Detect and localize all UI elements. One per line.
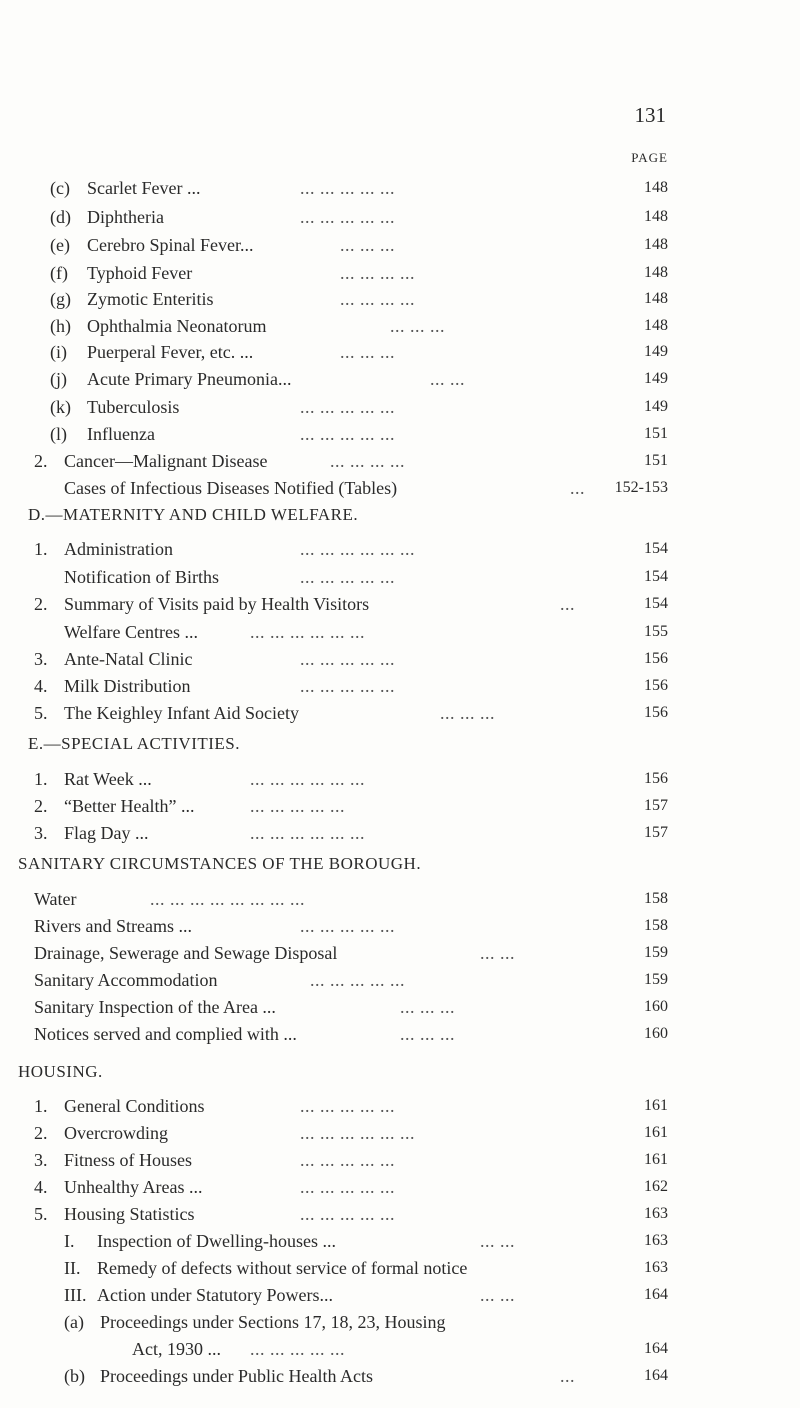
entry-number: 3. <box>34 1150 48 1170</box>
entry-number: 2. <box>34 451 48 471</box>
dot-leader: ... ... ... ... ... <box>300 1096 395 1116</box>
dot-leader: ... ... ... <box>400 1024 455 1044</box>
toc-entry <box>64 1282 668 1308</box>
dot-leader: ... ... ... ... <box>330 451 405 471</box>
dot-leader: ... ... ... ... ... ... <box>250 769 365 789</box>
entry-page: 160 <box>644 1025 668 1042</box>
toc-entry <box>34 1147 668 1173</box>
entry-number: (d) <box>50 207 71 227</box>
entry-title: Typhoid Fever <box>87 263 193 283</box>
entry-page: 163 <box>644 1205 668 1222</box>
toc-entry <box>34 820 668 846</box>
entry-page: 156 <box>644 677 668 694</box>
dot-leader: ... ... ... ... ... ... <box>250 823 365 843</box>
entry-number: 1. <box>34 1096 48 1116</box>
entry-title: Acute Primary Pneumonia... <box>87 369 292 389</box>
toc-entry <box>34 967 668 993</box>
entry-title: Puerperal Fever, etc. ... <box>87 342 254 362</box>
entry-title: Cerebro Spinal Fever... <box>87 235 254 255</box>
toc-entry <box>34 536 668 562</box>
entry-title: Influenza <box>87 424 155 444</box>
entry-number: (f) <box>50 263 68 283</box>
entry-number: I. <box>64 1231 75 1251</box>
entry-page: 155 <box>644 623 668 640</box>
entry-page: 156 <box>644 650 668 667</box>
toc-entry <box>34 1174 668 1200</box>
entry-number: (a) <box>64 1312 84 1332</box>
entry-number: 5. <box>34 1204 48 1224</box>
entry-title: Tuberculosis <box>87 397 180 417</box>
page-number: 131 <box>634 103 666 127</box>
entry-title: Inspection of Dwelling-houses ... <box>97 1231 336 1251</box>
entry-number: 1. <box>34 539 48 559</box>
section-heading: SANITARY CIRCUMSTANCES OF THE BOROUGH. <box>18 854 422 873</box>
entry-title: Rivers and Streams ... <box>34 916 192 936</box>
dot-leader: ... ... ... ... ... <box>300 397 395 417</box>
entry-title: Rat Week ... <box>64 769 152 789</box>
toc-entry <box>64 1309 668 1335</box>
entry-page: 148 <box>644 208 668 225</box>
toc-entry <box>50 260 668 286</box>
toc-entry <box>50 313 668 339</box>
toc-entry <box>50 204 668 230</box>
entry-page: 161 <box>644 1097 668 1114</box>
dot-leader: ... ... ... ... <box>340 263 415 283</box>
toc-entry <box>50 339 668 365</box>
dot-leader: ... ... ... ... ... <box>250 1339 345 1359</box>
entry-title: Ante-Natal Clinic <box>64 649 193 669</box>
entry-number: 2. <box>34 796 48 816</box>
entry-title: Summary of Visits paid by Health Visitors <box>64 594 370 614</box>
section-heading: HOUSING. <box>18 1062 103 1081</box>
entry-title: Scarlet Fever ... <box>87 178 201 198</box>
entry-title: Fitness of Houses <box>64 1150 193 1170</box>
entry-page: 163 <box>644 1259 668 1276</box>
dot-leader: ... ... ... ... ... <box>250 796 345 816</box>
toc-entry <box>50 175 668 201</box>
entry-title: Welfare Centres ... <box>64 622 198 642</box>
entry-title: Proceedings under Sections 17, 18, 23, Housing <box>100 1312 446 1332</box>
entry-number: 5. <box>34 703 48 723</box>
entry-title: Sanitary Inspection of the Area ... <box>34 997 276 1017</box>
entry-page: 151 <box>644 452 668 469</box>
section-heading: E.—SPECIAL ACTIVITIES. <box>28 734 241 753</box>
page-column-header: PAGE <box>631 150 668 165</box>
toc-entry <box>64 1336 668 1362</box>
entry-page: 160 <box>644 998 668 1015</box>
dot-leader: ... ... <box>430 369 465 389</box>
toc-entry <box>34 700 668 726</box>
dot-leader: ... ... <box>480 1231 515 1251</box>
dot-leader: ... <box>560 1366 575 1386</box>
dot-leader: ... ... ... ... ... <box>310 970 405 990</box>
dot-leader: ... ... ... ... ... <box>300 1204 395 1224</box>
entry-title: Notification of Births <box>64 567 219 587</box>
toc-entry <box>34 994 668 1020</box>
entry-page: 152-153 <box>614 479 668 496</box>
entry-page: 162 <box>644 1178 668 1195</box>
dot-leader: ... <box>570 478 585 498</box>
dot-leader: ... ... ... ... ... <box>300 207 395 227</box>
entry-number: 4. <box>34 1177 48 1197</box>
toc-entry <box>34 1201 668 1227</box>
entry-number: (c) <box>50 178 70 198</box>
section-heading: D.—MATERNITY AND CHILD WELFARE. <box>28 505 359 524</box>
toc-entry <box>34 591 668 617</box>
entry-title: Drainage, Sewerage and Sewage Disposal <box>34 943 338 963</box>
dot-leader: ... <box>560 594 575 614</box>
toc-entry <box>34 1021 668 1047</box>
entry-number: (l) <box>50 424 67 444</box>
entry-page: 156 <box>644 770 668 787</box>
entry-page: 164 <box>644 1367 668 1384</box>
entry-title: Cancer—Malignant Disease <box>64 451 268 471</box>
entry-number: (h) <box>50 316 71 336</box>
toc-entry <box>34 793 668 819</box>
entry-title: Unhealthy Areas ... <box>64 1177 203 1197</box>
dot-leader: ... ... ... <box>340 342 395 362</box>
toc-entry <box>50 421 668 447</box>
entry-title: Cases of Infectious Diseases Notified (Tables) <box>64 478 398 498</box>
toc-entry <box>50 366 668 392</box>
toc-entry <box>64 1228 668 1254</box>
dot-leader: ... ... <box>480 1285 515 1305</box>
entry-page: 154 <box>644 540 668 557</box>
dot-leader: ... ... ... <box>400 997 455 1017</box>
entry-number: 3. <box>34 649 48 669</box>
toc-entry <box>34 1093 668 1119</box>
toc-entry <box>34 1120 668 1146</box>
entry-page: 163 <box>644 1232 668 1249</box>
entry-page: 149 <box>644 370 668 387</box>
entry-number: II. <box>64 1258 81 1278</box>
toc-entry <box>64 1363 668 1389</box>
entry-page: 154 <box>644 568 668 585</box>
entry-number: 4. <box>34 676 48 696</box>
dot-leader: ... ... ... ... <box>340 289 415 309</box>
entry-number: (b) <box>64 1366 85 1386</box>
toc-entry <box>50 286 668 312</box>
toc-entry <box>34 886 668 912</box>
toc-entry <box>34 646 668 672</box>
toc-entry <box>34 913 668 939</box>
dot-leader: ... ... ... ... ... <box>300 1177 395 1197</box>
entry-page: 148 <box>644 317 668 334</box>
toc-entry <box>34 564 668 590</box>
entry-page: 158 <box>644 890 668 907</box>
entry-number: 2. <box>34 594 48 614</box>
toc-entry <box>34 940 668 966</box>
entry-title: General Conditions <box>64 1096 205 1116</box>
dot-leader: ... ... ... ... ... <box>300 676 395 696</box>
dot-leader: ... ... ... ... ... ... <box>250 622 365 642</box>
entry-title: Housing Statistics <box>64 1204 195 1224</box>
entry-title: Remedy of defects without service of formal notice <box>97 1258 468 1278</box>
dot-leader: ... ... ... <box>390 316 445 336</box>
dot-leader: ... ... ... ... ... ... <box>300 539 415 559</box>
entry-page: 148 <box>644 179 668 196</box>
entry-page: 164 <box>644 1340 668 1357</box>
toc-entry <box>34 619 668 645</box>
entry-title: Overcrowding <box>64 1123 168 1143</box>
dot-leader: ... ... ... ... ... <box>300 1150 395 1170</box>
entry-page: 157 <box>644 797 668 814</box>
dot-leader: ... ... ... ... ... <box>300 916 395 936</box>
toc-entry <box>34 448 668 474</box>
entry-number: (g) <box>50 289 71 309</box>
entry-title: Sanitary Accommodation <box>34 970 218 990</box>
entry-title: Water <box>34 889 77 909</box>
entry-title: “Better Health” ... <box>64 796 195 816</box>
entry-title: Proceedings under Public Health Acts <box>100 1366 373 1386</box>
entry-number: 3. <box>34 823 48 843</box>
toc-entry <box>34 673 668 699</box>
entry-number: III. <box>64 1285 87 1305</box>
entry-page: 164 <box>644 1286 668 1303</box>
entry-page: 148 <box>644 290 668 307</box>
entry-page: 158 <box>644 917 668 934</box>
toc-entry <box>34 766 668 792</box>
entry-number: (e) <box>50 235 70 255</box>
entry-page: 154 <box>644 595 668 612</box>
entry-page: 159 <box>644 944 668 961</box>
entry-number: (j) <box>50 369 67 389</box>
toc-entry <box>50 394 668 420</box>
entry-title: Administration <box>64 539 173 559</box>
entry-title: Act, 1930 ... <box>132 1339 221 1359</box>
entry-title: Ophthalmia Neonatorum <box>87 316 267 336</box>
entry-number: (k) <box>50 397 71 417</box>
dot-leader: ... ... ... ... ... <box>300 424 395 444</box>
entry-number: 1. <box>34 769 48 789</box>
toc-entry <box>50 232 668 258</box>
toc-entry <box>34 475 668 501</box>
entry-title: The Keighley Infant Aid Society <box>64 703 299 723</box>
dot-leader: ... ... <box>480 943 515 963</box>
dot-leader: ... ... ... ... ... ... <box>300 1123 415 1143</box>
entry-title: Zymotic Enteritis <box>87 289 214 309</box>
dot-leader: ... ... ... ... ... <box>300 649 395 669</box>
entry-title: Diphtheria <box>87 207 164 227</box>
entry-page: 149 <box>644 343 668 360</box>
entry-page: 148 <box>644 264 668 281</box>
entry-page: 148 <box>644 236 668 253</box>
entry-page: 161 <box>644 1151 668 1168</box>
entry-page: 157 <box>644 824 668 841</box>
entry-page: 151 <box>644 425 668 442</box>
entry-page: 159 <box>644 971 668 988</box>
toc-entry <box>64 1255 668 1281</box>
entry-number: (i) <box>50 342 67 362</box>
dot-leader: ... ... ... ... ... ... ... ... <box>150 889 305 909</box>
entry-page: 161 <box>644 1124 668 1141</box>
entry-title: Action under Statutory Powers... <box>97 1285 333 1305</box>
entry-title: Notices served and complied with ... <box>34 1024 297 1044</box>
dot-leader: ... ... ... <box>440 703 495 723</box>
dot-leader: ... ... ... ... ... <box>300 567 395 587</box>
dot-leader: ... ... ... ... ... <box>300 178 395 198</box>
entry-number: 2. <box>34 1123 48 1143</box>
entry-page: 149 <box>644 398 668 415</box>
entry-page: 156 <box>644 704 668 721</box>
entry-title: Flag Day ... <box>64 823 149 843</box>
entry-title: Milk Distribution <box>64 676 191 696</box>
dot-leader: ... ... ... <box>340 235 395 255</box>
